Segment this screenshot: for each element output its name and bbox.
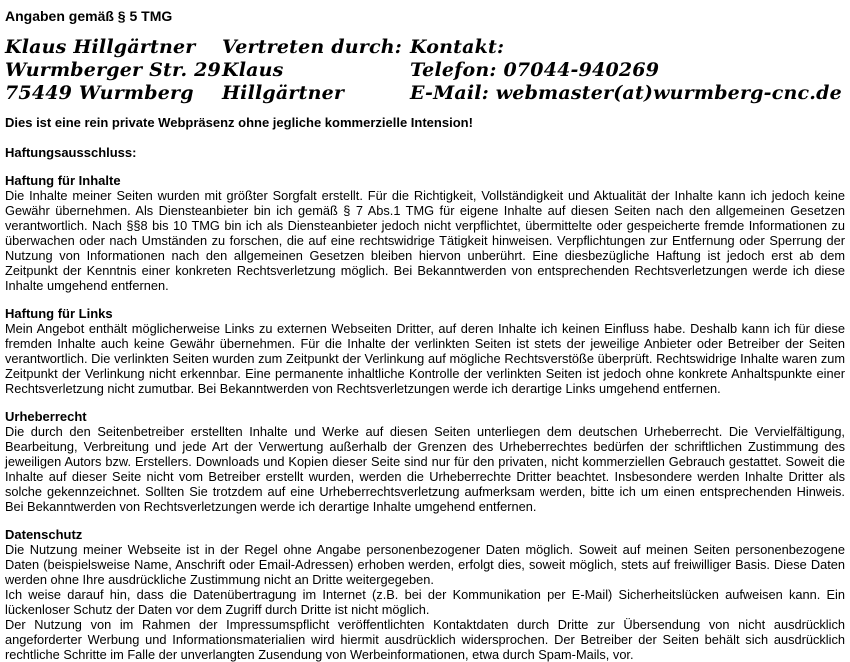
- representative-block: [222, 36, 410, 105]
- address-street: Wurmberger Str. 29: [5, 59, 221, 81]
- section-datenschutz: [5, 527, 845, 662]
- address-name: Klaus Hillgärtner: [5, 36, 196, 58]
- contact-block: [5, 36, 845, 105]
- section-urheberrecht: [5, 409, 845, 514]
- section-paragraph: Der Nutzung von im Rahmen der Impressumspflicht veröffentlichten Kontaktdaten durch Dritte zur Übersendung von nicht ausdrücklich angeforderter Werbung und Informationsmaterialien wird hiermit ausdrücklich widersprochen. Der Betreiber der Seiten behält sich ausdrücklich rechtliche Schritte im Falle der unverlangten Zusendung von Werbeinformationen, etwa durch Spam-Mails, vor.: [5, 617, 845, 662]
- section-paragraph: Mein Angebot enthält möglicherweise Links zu externen Webseiten Dritter, auf deren Inhalte ich keinen Einfluss habe. Deshalb kann ich für diese fremden Inhalte auch keine Gewähr übernehmen. Für die Inhalte der verlinkten Seiten ist stets der jeweilige Anbieter oder Betreiber der Seiten verantwortlich. Die verlinkten Seiten wurden zum Zeitpunkt der Verlinkung auf mögliche Rechtsverstöße überprüft. Rechtswidrige Inhalte waren zum Zeitpunkt der Verlinkung nicht erkennbar. Eine permanente inhaltliche Kontrolle der verlinkten Seiten ist jedoch ohne konkrete Anhaltspunkte einer Rechtsverletzung nicht zumutbar. Bei Bekanntwerden von Rechtsverletzungen werde ich derartige Links umgehend entfernen.: [5, 321, 845, 396]
- contact-email: E-Mail: webmaster(at)wurmberg-cnc.de: [410, 82, 842, 104]
- representative-name: Klaus Hillgärtner: [222, 59, 345, 104]
- section-paragraph: Ich weise darauf hin, dass die Datenübertragung im Internet (z.B. bei der Kommunikation per E-Mail) Sicherheitslücken aufweisen kann. Ein lückenloser Schutz der Daten vor dem Zugriff durch Dritte ist nicht möglich.: [5, 587, 845, 617]
- section-haftung-fuer-inhalte: [5, 173, 845, 293]
- contact-phone: Telefon: 07044-940269: [410, 59, 660, 81]
- section-heading: Haftung für Links: [5, 306, 113, 321]
- address-block: [5, 36, 222, 105]
- section-paragraph: Die Inhalte meiner Seiten wurden mit größter Sorgfalt erstellt. Für die Richtigkeit, Vollständigkeit und Aktualität der Inhalte kann ich jedoch keine Gewähr übernehmen. Als Diensteanbieter bin ich gemäß § 7 Abs.1 TMG für eigene Inhalte auf diesen Seiten nach den allgemeinen Gesetzen verantwortlich. Nach §§8 bis 10 TMG bin ich als Diensteanbieter jedoch nicht verpflichtet, übermittelte oder gespeicherte fremde Informationen zu überwachen oder nach Umständen zu forschen, die auf eine rechtswidrige Tätigkeit hinweisen. Verpflichtungen zur Entfernung oder Sperrung der Nutzung von Informationen nach den allgemeinen Gesetzen bleiben hiervon unberührt. Eine diesbezügliche Haftung ist jedoch erst ab dem Zeitpunkt der Kenntnis einer konkreten Rechtsverletzung möglich. Bei Bekanntwerden von entsprechenden Rechtsverletzungen werde ich diese Inhalte umgehend entfernen.: [5, 188, 845, 293]
- section-heading: Urheberrecht: [5, 409, 87, 424]
- address-city: 75449 Wurmberg: [5, 82, 194, 104]
- disclaimer-heading: Haftungsausschluss:: [5, 145, 137, 160]
- representative-label: Vertreten durch:: [222, 36, 402, 58]
- section-heading: Datenschutz: [5, 527, 83, 542]
- contact-details-block: [410, 36, 845, 105]
- page-title: Angaben gemäß § 5 TMG: [5, 8, 173, 24]
- section-paragraph: Die Nutzung meiner Webseite ist in der Regel ohne Angabe personenbezogener Daten möglich. Soweit auf meinen Seiten personenbezogene Daten (beispielsweise Name, Anschrift oder Email-Adressen) erhoben werden, erfolgt dies, soweit möglich, stets auf freiwilliger Basis. Diese Daten werden ohne Ihre ausdrückliche Zustimmung nicht an Dritte weitergegeben.: [5, 542, 845, 587]
- section-heading: Haftung für Inhalte: [5, 173, 121, 188]
- private-website-notice: Dies ist eine rein private Webpräsenz ohne jegliche kommerzielle Intension!: [5, 115, 473, 130]
- section-haftung-fuer-links: [5, 306, 845, 396]
- contact-label: Kontakt:: [410, 36, 505, 58]
- section-paragraph: Die durch den Seitenbetreiber erstellten Inhalte und Werke auf diesen Seiten unterliegen dem deutschen Urheberrecht. Die Vervielfältigung, Bearbeitung, Verbreitung und jede Art der Verwertung außerhalb der Grenzen des Urheberrechtes bedürfen der schriftlichen Zustimmung des jeweiligen Autors bzw. Erstellers. Downloads und Kopien dieser Seite sind nur für den privaten, nicht kommerziellen Gebrauch gestattet. Soweit die Inhalte auf dieser Seite nicht vom Betreiber erstellt wurden, werden die Urheberrechte Dritter beachtet. Insbesondere werden Inhalte Dritter als solche gekennzeichnet. Sollten Sie trotzdem auf eine Urheberrechtsverletzung aufmerksam werden, bitte ich um einen entsprechenden Hinweis. Bei Bekanntwerden von Rechtsverletzungen werde ich derartige Inhalte umgehend entfernen.: [5, 424, 845, 514]
